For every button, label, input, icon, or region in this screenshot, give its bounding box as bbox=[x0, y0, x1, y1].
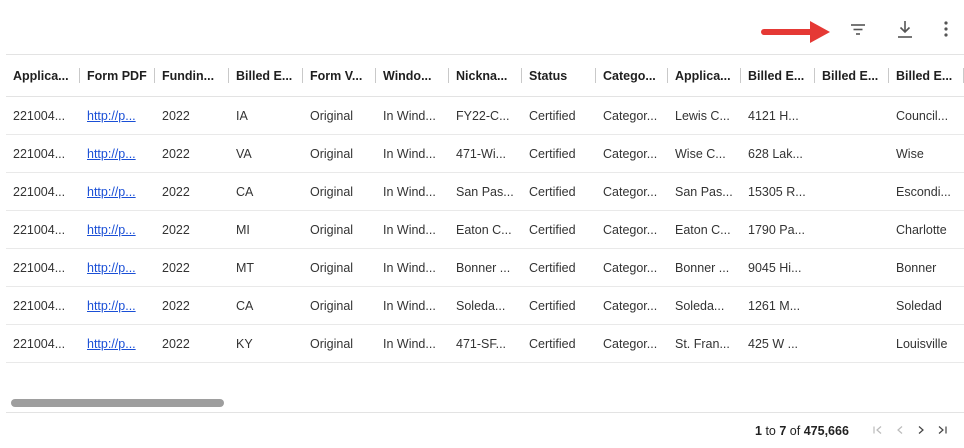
column-header[interactable] bbox=[303, 55, 376, 97]
page-range-to-word: to bbox=[765, 424, 776, 438]
table-cell: Wise C... bbox=[668, 135, 741, 173]
column-header[interactable] bbox=[815, 55, 889, 97]
table-body bbox=[6, 97, 964, 363]
table-cell: San Pas... bbox=[449, 173, 522, 211]
table-cell bbox=[80, 173, 155, 211]
column-header-label: Catego... bbox=[603, 68, 656, 83]
table-cell bbox=[815, 173, 889, 211]
table-cell bbox=[80, 325, 155, 363]
grid-toolbar bbox=[0, 0, 964, 54]
page-range-start: 1 bbox=[755, 424, 762, 438]
table-cell: Certified bbox=[522, 287, 596, 325]
table-cell: Certified bbox=[522, 325, 596, 363]
table-cell: Lewis C... bbox=[668, 97, 741, 135]
previous-page-icon[interactable] bbox=[893, 423, 907, 437]
table-cell bbox=[815, 249, 889, 287]
column-header[interactable] bbox=[522, 55, 596, 97]
table-cell: Charlotte bbox=[889, 211, 964, 249]
form-pdf-link[interactable]: http://p... bbox=[87, 260, 136, 275]
table-cell: Bonner ... bbox=[668, 249, 741, 287]
table-cell: 2022 bbox=[155, 249, 229, 287]
data-table bbox=[6, 55, 964, 363]
form-pdf-link[interactable]: http://p... bbox=[87, 298, 136, 313]
table-cell: 221004... bbox=[6, 211, 80, 249]
table-cell: In Wind... bbox=[376, 97, 449, 135]
table-row[interactable] bbox=[6, 325, 964, 363]
table-cell: Categor... bbox=[596, 287, 668, 325]
table-cell: 471-SF... bbox=[449, 325, 522, 363]
table-cell: Certified bbox=[522, 211, 596, 249]
pagination-summary bbox=[755, 424, 849, 438]
form-pdf-link[interactable]: http://p... bbox=[87, 222, 136, 237]
column-header[interactable] bbox=[889, 55, 964, 97]
table-cell: Eaton C... bbox=[668, 211, 741, 249]
table-cell: Categor... bbox=[596, 325, 668, 363]
column-header-label: Billed E... bbox=[896, 68, 953, 83]
table-cell: Certified bbox=[522, 249, 596, 287]
table-row[interactable] bbox=[6, 287, 964, 325]
column-header-label: Applica... bbox=[675, 68, 731, 83]
column-header-label: Fundin... bbox=[162, 68, 215, 83]
last-page-icon[interactable] bbox=[935, 423, 949, 437]
table-cell: In Wind... bbox=[376, 173, 449, 211]
table-cell: 425 W ... bbox=[741, 325, 815, 363]
table-cell: Original bbox=[303, 249, 376, 287]
table-cell: In Wind... bbox=[376, 249, 449, 287]
column-header[interactable] bbox=[741, 55, 815, 97]
table-cell: In Wind... bbox=[376, 135, 449, 173]
table-cell: Original bbox=[303, 211, 376, 249]
table-cell: In Wind... bbox=[376, 211, 449, 249]
table-cell: 9045 Hi... bbox=[741, 249, 815, 287]
table-cell: Wise bbox=[889, 135, 964, 173]
table-cell: Soleda... bbox=[449, 287, 522, 325]
table-cell: Original bbox=[303, 325, 376, 363]
table-cell: Categor... bbox=[596, 173, 668, 211]
scrollbar-thumb[interactable] bbox=[11, 399, 224, 407]
table-cell: Original bbox=[303, 173, 376, 211]
column-header-label: Status bbox=[529, 68, 568, 83]
page-range-end: 7 bbox=[779, 424, 787, 438]
column-header-label: Billed E... bbox=[822, 68, 879, 83]
next-page-icon[interactable] bbox=[914, 423, 928, 437]
column-header[interactable] bbox=[155, 55, 229, 97]
column-header[interactable] bbox=[6, 55, 80, 97]
form-pdf-link[interactable]: http://p... bbox=[87, 108, 136, 123]
table-row[interactable] bbox=[6, 173, 964, 211]
column-header[interactable] bbox=[80, 55, 155, 97]
table-cell: Categor... bbox=[596, 249, 668, 287]
table-cell: 2022 bbox=[155, 287, 229, 325]
table-cell: CA bbox=[229, 287, 303, 325]
table-cell: Eaton C... bbox=[449, 211, 522, 249]
table-row[interactable] bbox=[6, 135, 964, 173]
table-cell: Soleda... bbox=[668, 287, 741, 325]
table-cell: 15305 R... bbox=[741, 173, 815, 211]
table-cell: Escondi... bbox=[889, 173, 964, 211]
table-cell: Categor... bbox=[596, 97, 668, 135]
data-grid bbox=[6, 54, 964, 395]
table-cell: Certified bbox=[522, 173, 596, 211]
table-cell: 2022 bbox=[155, 97, 229, 135]
column-header-label: Form PDF bbox=[87, 68, 147, 83]
column-header-label: Windo... bbox=[383, 68, 432, 83]
table-cell: Bonner bbox=[889, 249, 964, 287]
form-pdf-link[interactable]: http://p... bbox=[87, 184, 136, 199]
table-cell: Bonner ... bbox=[449, 249, 522, 287]
page-range-of-word: of bbox=[789, 424, 801, 438]
total-count: 475,666 bbox=[803, 424, 849, 438]
table-cell: In Wind... bbox=[376, 325, 449, 363]
table-cell: 221004... bbox=[6, 287, 80, 325]
table-cell: KY bbox=[229, 325, 303, 363]
table-cell: Certified bbox=[522, 135, 596, 173]
table-cell: Council... bbox=[889, 97, 964, 135]
table-cell: 2022 bbox=[155, 173, 229, 211]
table-cell: Categor... bbox=[596, 135, 668, 173]
table-cell: Original bbox=[303, 135, 376, 173]
table-cell: FY22-C... bbox=[449, 97, 522, 135]
table-cell: Original bbox=[303, 287, 376, 325]
column-header-label: Applica... bbox=[13, 68, 69, 83]
table-cell: 2022 bbox=[155, 325, 229, 363]
table-cell: VA bbox=[229, 135, 303, 173]
table-cell: 221004... bbox=[6, 97, 80, 135]
table-cell bbox=[80, 287, 155, 325]
table-cell: 221004... bbox=[6, 135, 80, 173]
table-cell bbox=[815, 325, 889, 363]
column-header[interactable] bbox=[596, 55, 668, 97]
table-cell: MT bbox=[229, 249, 303, 287]
table-cell: 221004... bbox=[6, 249, 80, 287]
table-cell: 221004... bbox=[6, 325, 80, 363]
table-cell: 471-Wi... bbox=[449, 135, 522, 173]
column-header-label: Nickna... bbox=[456, 68, 508, 83]
column-header[interactable] bbox=[668, 55, 741, 97]
more-vertical-icon[interactable] bbox=[935, 18, 957, 40]
table-cell: 2022 bbox=[155, 211, 229, 249]
table-cell bbox=[815, 287, 889, 325]
table-cell: In Wind... bbox=[376, 287, 449, 325]
column-header[interactable] bbox=[376, 55, 449, 97]
table-cell bbox=[80, 97, 155, 135]
table-cell: 628 Lak... bbox=[741, 135, 815, 173]
table-cell: San Pas... bbox=[668, 173, 741, 211]
form-pdf-link[interactable]: http://p... bbox=[87, 336, 136, 351]
table-cell: 1261 M... bbox=[741, 287, 815, 325]
table-cell: 2022 bbox=[155, 135, 229, 173]
table-row[interactable] bbox=[6, 211, 964, 249]
table-cell: 221004... bbox=[6, 173, 80, 211]
red-arrow-annotation bbox=[760, 19, 832, 45]
table-cell: 4121 H... bbox=[741, 97, 815, 135]
table-cell bbox=[80, 135, 155, 173]
table-cell: Certified bbox=[522, 97, 596, 135]
table-cell: MI bbox=[229, 211, 303, 249]
table-cell bbox=[80, 211, 155, 249]
first-page-icon[interactable] bbox=[871, 423, 885, 437]
table-cell: 1790 Pa... bbox=[741, 211, 815, 249]
pagination-bar bbox=[6, 412, 964, 448]
table-row[interactable] bbox=[6, 97, 964, 135]
table-cell bbox=[815, 97, 889, 135]
table-cell: St. Fran... bbox=[668, 325, 741, 363]
form-pdf-link[interactable]: http://p... bbox=[87, 146, 136, 161]
table-cell bbox=[815, 135, 889, 173]
column-header-label: Form V... bbox=[310, 68, 363, 83]
column-header-label: Billed E... bbox=[236, 68, 293, 83]
table-cell: Louisville bbox=[889, 325, 964, 363]
filter-icon[interactable] bbox=[847, 18, 869, 40]
column-header-label: Billed E... bbox=[748, 68, 805, 83]
column-header[interactable] bbox=[449, 55, 522, 97]
table-cell: CA bbox=[229, 173, 303, 211]
table-cell: IA bbox=[229, 97, 303, 135]
header-row bbox=[6, 55, 964, 97]
column-header[interactable] bbox=[229, 55, 303, 97]
table-cell: Categor... bbox=[596, 211, 668, 249]
table-cell bbox=[815, 211, 889, 249]
download-icon[interactable] bbox=[894, 18, 916, 40]
table-cell: Soledad bbox=[889, 287, 964, 325]
horizontal-scrollbar[interactable] bbox=[6, 397, 964, 409]
table-row[interactable] bbox=[6, 249, 964, 287]
table-cell bbox=[80, 249, 155, 287]
table-cell: Original bbox=[303, 97, 376, 135]
